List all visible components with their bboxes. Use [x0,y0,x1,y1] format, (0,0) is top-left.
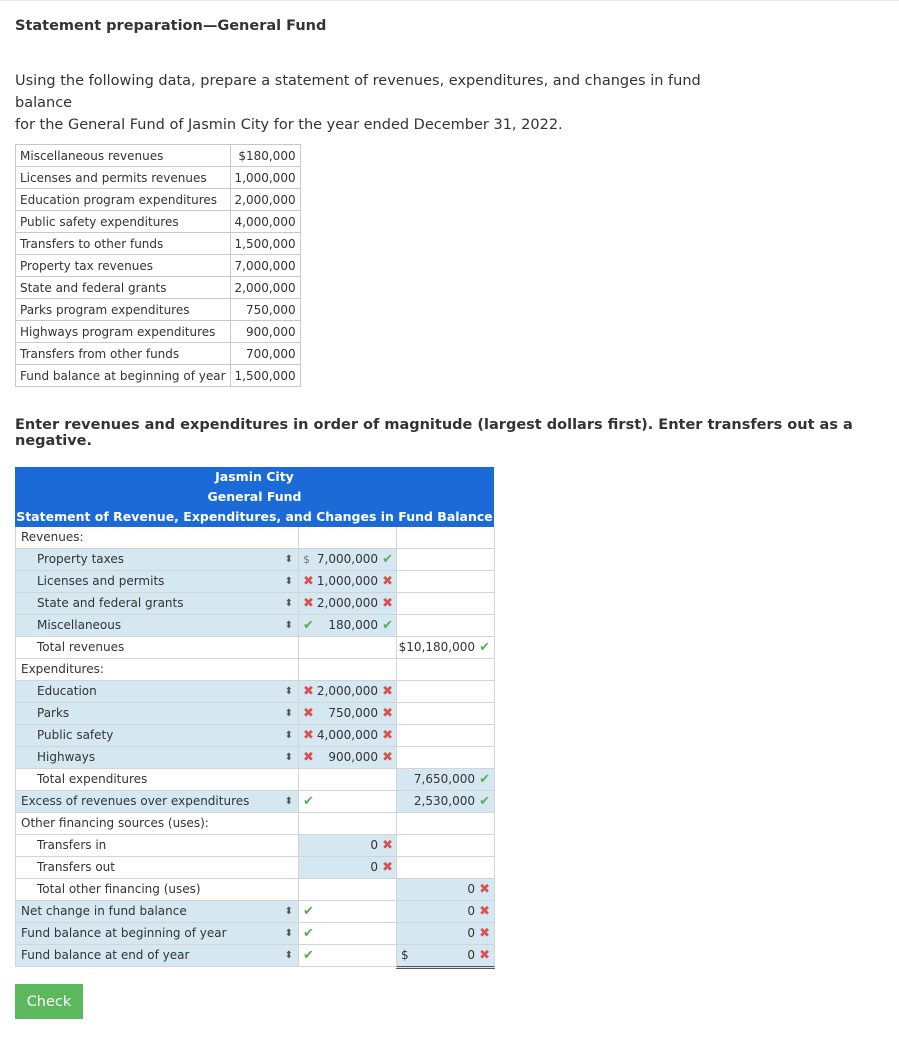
amount-input[interactable] [298,593,397,615]
dollar-sign: $ [303,553,310,566]
data-table [15,144,301,387]
account-label: Property taxes [37,552,125,566]
cross-icon: ✖ [382,750,393,765]
data-label: Public safety expenditures [16,211,231,233]
intro-line-2: for the General Fund of Jasmin City for the year ended December 31, 2022. [15,117,563,133]
statement-title: Statement of Revenue, Expenditures, and Changes in Fund Balance [16,509,493,524]
table-row [16,145,301,167]
data-label: Fund balance at beginning of year [16,365,231,387]
total-value: 7,650,000 [413,772,475,786]
select-arrows-icon: ⬍ [284,598,293,609]
intro-text [15,70,755,136]
account-label: Excess of revenues over expenditures [21,794,250,808]
select-arrows-icon: ⬍ [284,752,293,763]
instruction-text: Enter revenues and expenditures in order of magnitude (largest dollars first). Enter transfers out as a negative. [15,417,853,449]
cross-icon: ✖ [303,706,314,721]
table-row [16,277,301,299]
data-value: 7,000,000 [230,255,300,277]
amount-value: 7,000,000 [316,552,378,566]
amount-value: 180,000 [328,618,378,632]
total-value: 0 [467,948,475,962]
data-label: Transfers to other funds [16,233,231,255]
amount-input[interactable] [298,747,397,769]
data-label: Miscellaneous revenues [16,145,231,167]
total-label: Total other financing (uses) [37,882,201,896]
data-label: Property tax revenues [16,255,231,277]
ending-balance-row [15,945,494,967]
account-label: Transfers out [37,860,115,874]
cross-icon: ✖ [382,838,393,853]
select-arrows-icon: ⬍ [284,906,293,917]
account-select[interactable] [15,747,299,769]
intro-line-1: Using the following data, prepare a statement of revenues, expenditures, and changes in fund balance [15,73,701,111]
account-label: Net change in fund balance [21,904,187,918]
table-row [16,321,301,343]
select-arrows-icon: ⬍ [284,620,293,631]
account-label: Highways [37,750,96,764]
expenditure-row [15,703,494,725]
account-select[interactable] [15,901,299,923]
beginning-balance-input[interactable] [396,923,495,945]
check-icon: ✔ [303,904,314,919]
select-arrows-icon: ⬍ [284,554,293,565]
revenue-row [15,571,494,593]
account-select[interactable] [15,593,299,615]
excess-input[interactable] [396,791,495,813]
data-label: State and federal grants [16,277,231,299]
table-row [16,233,301,255]
account-label: Education [37,684,97,698]
amount-input[interactable] [298,703,397,725]
check-icon: ✔ [303,948,314,963]
section-revenues [15,527,494,549]
statement-header [15,467,494,527]
section-label: Expenditures: [21,662,104,676]
transfers-in-input[interactable] [298,835,397,857]
cross-icon: ✖ [479,926,490,941]
amount-value: 750,000 [328,706,378,720]
check-icon: ✔ [303,794,314,809]
account-label: Public safety [37,728,114,742]
revenue-row [15,615,494,637]
data-value: $180,000 [230,145,300,167]
check-button[interactable]: Check [15,984,83,1019]
amount-value: 2,000,000 [316,684,378,698]
cross-icon: ✖ [303,750,314,765]
amount-input[interactable] [298,615,397,637]
account-select[interactable] [15,571,299,593]
table-row [16,299,301,321]
select-arrows-icon: ⬍ [284,928,293,939]
transfers-in-row [15,835,494,857]
cross-icon: ✖ [382,596,393,611]
table-row [16,189,301,211]
data-value: 2,000,000 [230,277,300,299]
revenue-row [15,593,494,615]
total-expenditures-row [15,769,494,791]
cross-icon: ✖ [479,904,490,919]
data-value: 750,000 [230,299,300,321]
select-arrows-icon: ⬍ [284,576,293,587]
data-value: 2,000,000 [230,189,300,211]
check-icon: ✔ [479,794,490,809]
data-value: 1,000,000 [230,167,300,189]
data-label: Highways program expenditures [16,321,231,343]
table-row [16,211,301,233]
amount-input[interactable] [298,681,397,703]
total-expenditures-input[interactable] [396,769,495,791]
cross-icon: ✖ [479,882,490,897]
account-label: Transfers in [37,838,107,852]
account-select[interactable] [15,703,299,725]
data-value: 1,500,000 [230,365,300,387]
select-arrows-icon: ⬍ [284,950,293,961]
total-other-financing-row [15,879,494,901]
table-row [16,343,301,365]
net-change-input[interactable] [396,901,495,923]
total-other-input[interactable] [396,879,495,901]
data-value: 700,000 [230,343,300,365]
amount-value: 0 [370,838,378,852]
cross-icon: ✖ [303,684,314,699]
total-value: $10,180,000 [398,640,475,654]
check-icon: ✔ [303,618,314,633]
table-row [16,365,301,387]
amount-input[interactable] [298,725,397,747]
table-row [16,167,301,189]
account-label: Fund balance at end of year [21,948,190,962]
data-label: Education program expenditures [16,189,231,211]
cross-icon: ✖ [303,596,314,611]
total-revenues-input[interactable] [396,637,495,659]
total-value: 0 [467,904,475,918]
data-value: 4,000,000 [230,211,300,233]
table-row [16,255,301,277]
top-divider [0,0,899,1]
ending-balance-input[interactable] [396,945,495,969]
dollar-sign: $ [401,948,409,962]
expenditure-row [15,725,494,747]
section-other-financing [15,813,494,835]
cross-icon: ✖ [303,574,314,589]
revenue-row [15,549,494,571]
transfers-out-input[interactable] [298,857,397,879]
total-label: Total revenues [37,640,125,654]
amount-input[interactable] [298,571,397,593]
account-select[interactable] [15,549,299,571]
account-label: Miscellaneous [37,618,122,632]
expenditure-row [15,681,494,703]
cross-icon: ✖ [382,860,393,875]
amount-input[interactable] [298,549,397,571]
amount-value: 4,000,000 [316,728,378,742]
statement-fund: General Fund [207,489,302,504]
check-icon: ✔ [382,552,393,567]
data-label: Licenses and permits revenues [16,167,231,189]
account-select[interactable] [15,923,299,945]
check-icon: ✔ [479,772,490,787]
total-value: 0 [467,926,475,940]
amount-value: 2,000,000 [316,596,378,610]
account-label: Fund balance at beginning of year [21,926,227,940]
select-arrows-icon: ⬍ [284,708,293,719]
amount-value: 900,000 [328,750,378,764]
total-revenues-row [15,637,494,659]
amount-value: 1,000,000 [316,574,378,588]
cross-icon: ✖ [382,574,393,589]
total-value: 2,530,000 [413,794,475,808]
account-label: State and federal grants [37,596,184,610]
check-icon: ✔ [382,618,393,633]
check-icon: ✔ [479,640,490,655]
data-label: Transfers from other funds [16,343,231,365]
beginning-balance-row [15,923,494,945]
section-label: Revenues: [21,530,84,544]
excess-row [15,791,494,813]
select-arrows-icon: ⬍ [284,730,293,741]
cross-icon: ✖ [303,728,314,743]
account-select[interactable] [15,615,299,637]
total-label: Total expenditures [37,772,148,786]
amount-value: 0 [370,860,378,874]
transfers-out-row [15,857,494,879]
cross-icon: ✖ [479,948,490,963]
account-select[interactable] [15,681,299,703]
account-label: Licenses and permits [37,574,165,588]
cross-icon: ✖ [382,706,393,721]
data-value: 1,500,000 [230,233,300,255]
account-select[interactable] [15,791,299,813]
section-expenditures [15,659,494,681]
net-change-row [15,901,494,923]
select-arrows-icon: ⬍ [284,796,293,807]
account-select[interactable] [15,725,299,747]
check-icon: ✔ [303,926,314,941]
account-select[interactable] [15,945,299,967]
total-value: 0 [467,882,475,896]
data-value: 900,000 [230,321,300,343]
data-label: Parks program expenditures [16,299,231,321]
cross-icon: ✖ [382,728,393,743]
statement-entity: Jasmin City [215,469,294,484]
section-label: Other financing sources (uses): [21,816,209,830]
select-arrows-icon: ⬍ [284,686,293,697]
page-title: Statement preparation—General Fund [15,18,327,34]
account-label: Parks [37,706,70,720]
statement-worksheet [15,467,494,967]
expenditure-row [15,747,494,769]
cross-icon: ✖ [382,684,393,699]
